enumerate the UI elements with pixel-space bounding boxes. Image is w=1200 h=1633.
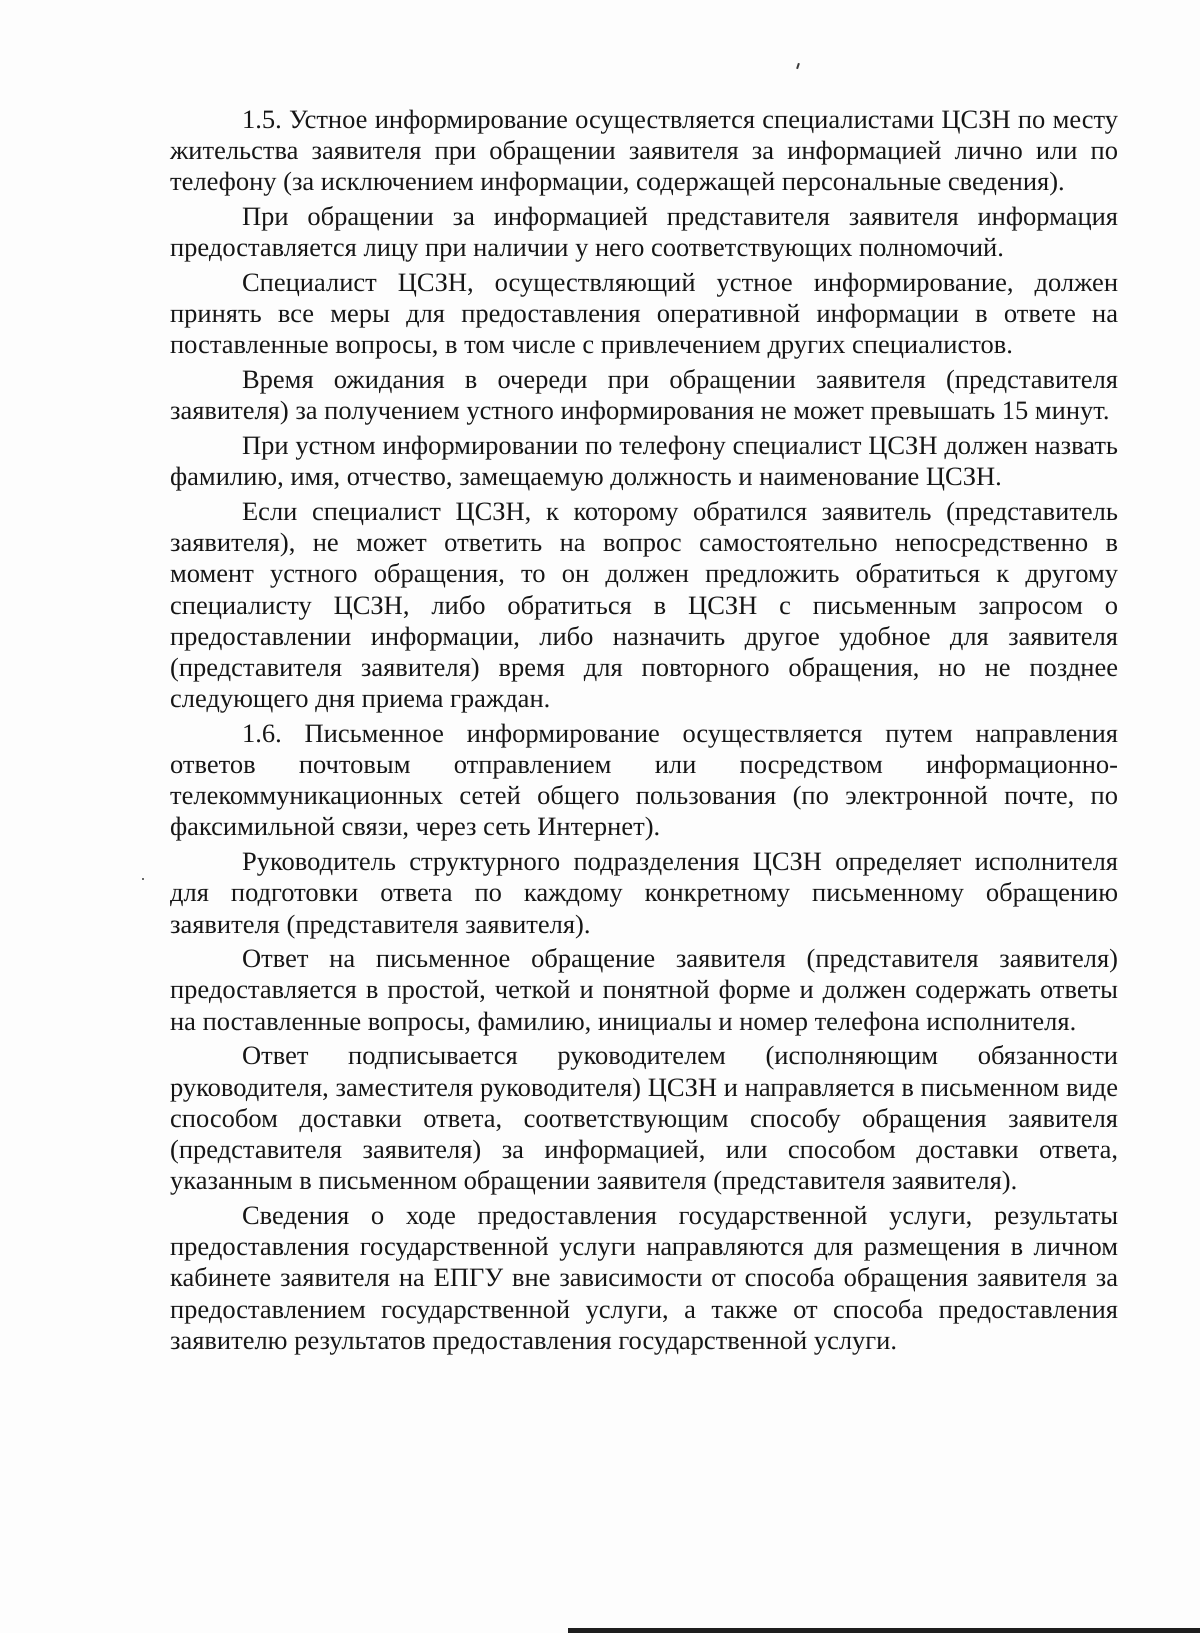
paragraph-1-6-written-informing: 1.6. Письменное информирование осуществляется путем направления ответов почтовым отправлением или посредством информационно-телекоммуникационных сетей общего пользования (по электронной почте, по факсимильной связи, через сеть Интернет). xyxy=(170,717,1118,842)
paragraph-representative-authority: При обращении за информацией представителя заявителя информация предоставляется лицу при наличии у него соответствующих полномочий. xyxy=(170,201,1118,263)
paragraph-specialist-measures: Специалист ЦСЗН, осуществляющий устное информирование, должен принять все меры для предоставления оперативной информации в ответе на поставленные вопросы, в том числе с привлечением других специалистов. xyxy=(170,267,1118,360)
paragraph-redirect-question: Если специалист ЦСЗН, к которому обратился заявитель (представитель заявителя), не может ответить на вопрос самостоятельно непосредственно в момент устного обращения, то он должен предложить обратиться к другому специалисту ЦСЗН, либо обратиться в ЦСЗН с письменным запросом о предоставлении информации, либо назначить другое удобное для заявителя (представителя заявителя) время для повторного обращения, но не позднее следующего дня приема граждан. xyxy=(170,495,1118,714)
paragraph-phone-introduction: При устном информировании по телефону специалист ЦСЗН должен назвать фамилию, имя, отчество, замещаемую должность и наименование ЦСЗН. xyxy=(170,430,1118,492)
scan-speck-mark xyxy=(796,63,800,69)
paragraph-written-answer-form: Ответ на письменное обращение заявителя (представителя заявителя) предоставляется в простой, четкой и понятной форме и должен содержать ответы на поставленные вопросы, фамилию, инициалы и номер телефона исполнителя. xyxy=(170,943,1118,1036)
paragraph-head-assigns-executor: Руководитель структурного подразделения ЦСЗН определяет исполнителя для подготовки ответа по каждому конкретному письменному обращению заявителя (представителя заявителя). xyxy=(170,846,1118,939)
paragraph-1-5-oral-informing: 1.5. Устное информирование осуществляется специалистами ЦСЗН по месту жительства заявителя при обращении заявителя за информацией лично или по телефону (за исключением информации, содержащей персональные сведения). xyxy=(170,104,1118,197)
document-text-body xyxy=(170,104,1118,1359)
scan-edge-line xyxy=(568,1628,1200,1633)
paragraph-epgu-status: Сведения о ходе предоставления государственной услуги, результаты предоставления государственной услуги направляются для размещения в личном кабинете заявителя на ЕПГУ вне зависимости от способа обращения заявителя за предоставлением государственной услуги, а также от способа предоставления заявителю результатов предоставления государственной услуги. xyxy=(170,1199,1118,1355)
paragraph-answer-signing: Ответ подписывается руководителем (исполняющим обязанности руководителя, заместителя руководителя) ЦСЗН и направляется в письменном виде способом доставки ответа, соответствующим способу обращения заявителя (представителя заявителя) за информацией, или способом доставки ответа, указанным в письменном обращении заявителя (представителя заявителя). xyxy=(170,1040,1118,1196)
scan-dot-mark xyxy=(142,878,144,880)
paragraph-waiting-time: Время ожидания в очереди при обращении заявителя (представителя заявителя) за получением устного информирования не может превышать 15 минут. xyxy=(170,364,1118,426)
